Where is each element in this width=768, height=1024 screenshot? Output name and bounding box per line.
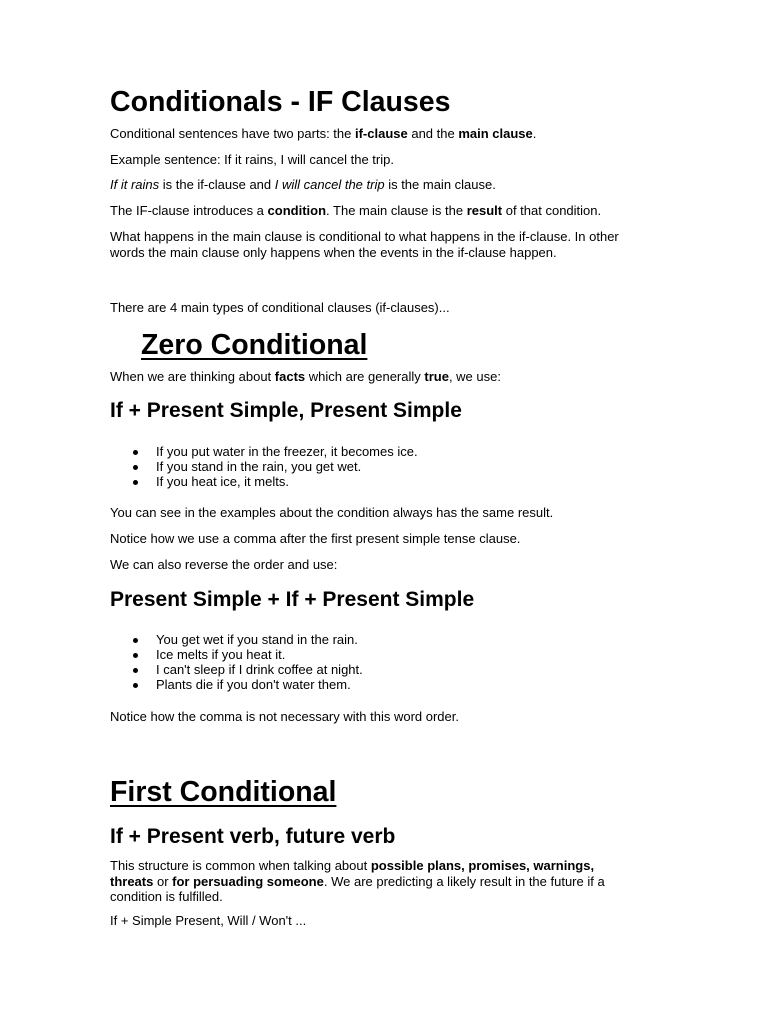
first-conditional-heading: First Conditional — [110, 776, 337, 808]
conditional-explanation-paragraph: What happens in the main clause is conditional to what happens in the if-clause. In other words the main clause only happens when the events in the if-clause happen. — [110, 229, 619, 260]
true-term: true — [424, 369, 449, 384]
list-item-text: If you heat ice, it melts. — [156, 474, 289, 489]
first-conditional-description — [110, 858, 605, 905]
body-text: which are generally — [305, 369, 425, 384]
list-item-text: I can't sleep if I drink coffee at night. — [156, 662, 363, 677]
list-item — [110, 632, 363, 647]
intro-text: is the if-clause and — [159, 177, 275, 192]
threats-term: threats — [110, 873, 154, 889]
bullet-icon — [133, 668, 138, 673]
comma-usage-note: Notice how we use a comma after the first present simple tense clause. — [110, 531, 521, 546]
bullet-icon — [133, 480, 138, 485]
zero-conditional-description — [110, 369, 501, 385]
intro-text: The IF-clause introduces a — [110, 203, 268, 218]
body-text: When we are thinking about — [110, 369, 275, 384]
example-sentence: Example sentence: If it rains, I will cancel the trip. — [110, 152, 394, 167]
if-clause-term: if-clause — [354, 126, 408, 141]
types-intro-paragraph: There are 4 main types of conditional clauses (if-clauses)... — [110, 300, 450, 315]
body-text: or — [153, 873, 173, 889]
bullet-icon — [133, 465, 138, 470]
list-item — [110, 647, 363, 662]
uses-term: possible plans, promises, warnings, — [370, 858, 595, 873]
result-term: result — [466, 203, 503, 218]
list-item — [110, 459, 418, 474]
condition-result-paragraph — [110, 203, 601, 219]
list-item-text: Ice melts if you heat it. — [156, 647, 286, 662]
bullet-icon — [133, 683, 138, 688]
zero-examples-list — [110, 444, 418, 489]
list-item-text: If you put water in the freezer, it becomes ice. — [156, 444, 418, 459]
clause-explanation-paragraph — [110, 177, 496, 193]
list-item — [110, 662, 363, 677]
facts-term: facts — [274, 369, 306, 384]
body-text: , we use: — [448, 369, 501, 384]
body-text: . We are predicting a likely result in the future if a — [323, 873, 605, 889]
reversed-formula-heading: Present Simple + If + Present Simple — [110, 588, 475, 611]
reversed-examples-list — [110, 632, 363, 692]
reverse-order-note: We can also reverse the order and use: — [110, 557, 338, 572]
main-clause-example: I will cancel the trip — [274, 177, 385, 192]
first-formula-heading: If + Present verb, future verb — [110, 825, 396, 848]
list-item-text: Plants die if you don't water them. — [156, 677, 351, 692]
bullet-icon — [133, 638, 138, 643]
description-line: condition is fulfilled. — [110, 889, 223, 904]
description-line — [110, 874, 605, 890]
zero-formula-heading: If + Present Simple, Present Simple — [110, 399, 462, 422]
condition-term: condition — [267, 203, 327, 218]
intro-text: Conditional sentences have two parts: the — [110, 126, 355, 141]
list-item-text: You get wet if you stand in the rain. — [156, 632, 358, 647]
persuading-term: for persuading someone — [172, 873, 324, 889]
list-item — [110, 677, 363, 692]
if-clause-example: If it rains — [110, 177, 160, 192]
list-item — [110, 444, 418, 459]
list-item — [110, 474, 418, 489]
bullet-icon — [133, 653, 138, 658]
intro-text: and the — [407, 126, 459, 141]
intro-text: . — [532, 126, 537, 141]
main-clause-term: main clause — [458, 126, 533, 141]
description-line — [110, 858, 605, 874]
bullet-icon — [133, 450, 138, 455]
comma-not-necessary-note: Notice how the comma is not necessary with this word order. — [110, 709, 459, 724]
same-result-note: You can see in the examples about the condition always has the same result. — [110, 505, 554, 520]
intro-text: . The main clause is the — [326, 203, 467, 218]
list-item-text: If you stand in the rain, you get wet. — [156, 459, 362, 474]
intro-parts-paragraph — [110, 126, 536, 142]
intro-text: of that condition. — [502, 203, 602, 218]
intro-text: is the main clause. — [384, 177, 496, 192]
body-text: This structure is common when talking about — [110, 858, 371, 873]
first-pattern-line: If + Simple Present, Will / Won't ... — [110, 913, 307, 928]
zero-conditional-heading: Zero Conditional — [141, 329, 368, 361]
page-title: Conditionals - IF Clauses — [110, 86, 451, 118]
